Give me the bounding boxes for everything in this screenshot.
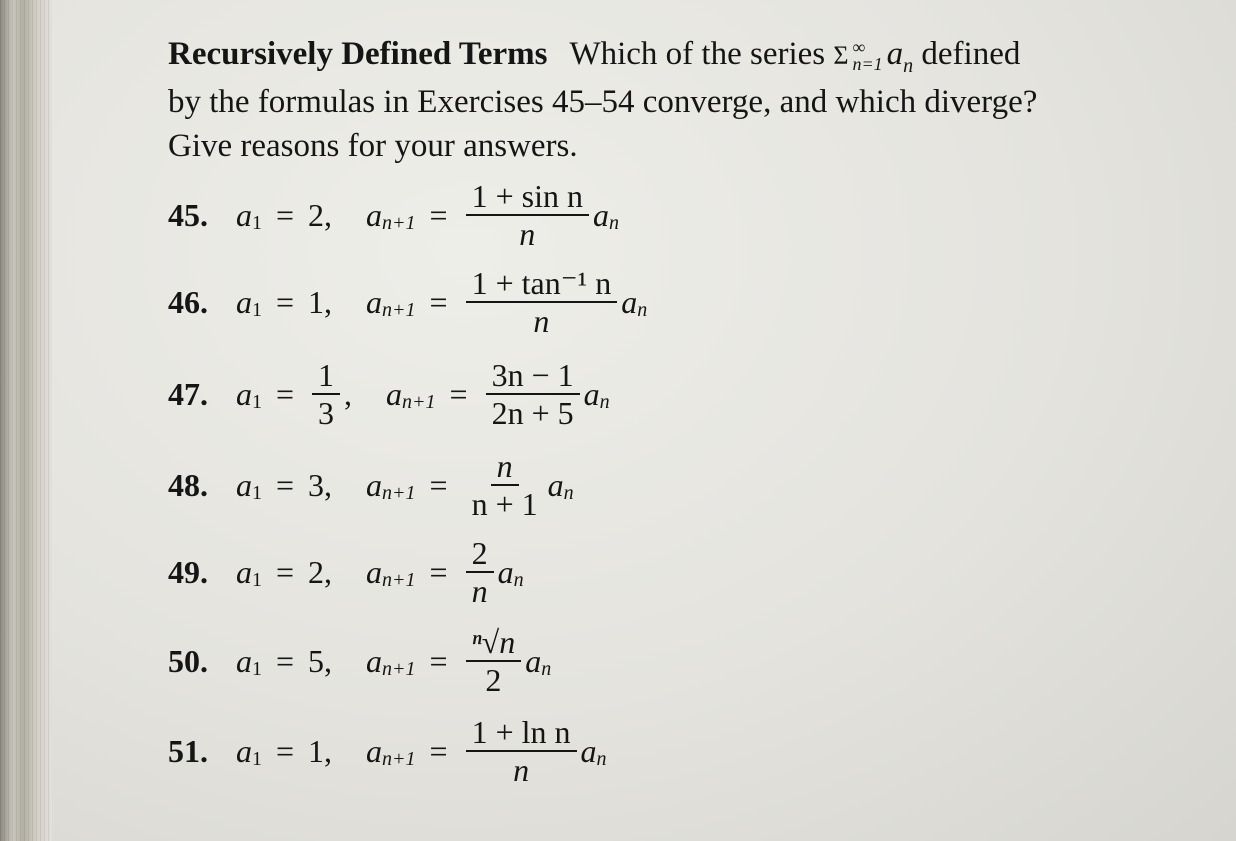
- denominator: 2n + 5: [491, 395, 574, 431]
- a1-value: 5,: [308, 642, 333, 679]
- heading-line-2: by the formulas in Exercises 45–54 converge, and which diverge?: [168, 84, 1038, 120]
- subscript-1: 1: [252, 657, 262, 680]
- book-page-edge: [0, 0, 52, 841]
- term-a: a: [236, 196, 252, 233]
- problem-number: 51.: [168, 732, 208, 769]
- numerator: 3n − 1: [486, 357, 580, 395]
- subscript-n-plus-1: n+1: [382, 481, 416, 504]
- heading-title: Recursively Defined Terms: [168, 36, 548, 72]
- term-a: a: [236, 466, 252, 503]
- subscript-n-plus-1: n+1: [382, 211, 416, 234]
- equals-sign: =: [429, 553, 448, 590]
- subscript-n: n: [563, 481, 574, 504]
- problem-45: [168, 180, 619, 250]
- denominator: n: [513, 752, 530, 788]
- term-a: a: [236, 283, 252, 320]
- fraction: [466, 448, 544, 522]
- subscript-1: 1: [252, 481, 262, 504]
- section-heading: [168, 32, 1208, 168]
- problem-48: [168, 450, 574, 520]
- equals-sign: =: [449, 375, 468, 412]
- subscript-1: 1: [252, 211, 262, 234]
- subscript-1: 1: [252, 568, 262, 591]
- equals-sign: =: [276, 642, 295, 679]
- equals-sign: =: [276, 375, 295, 412]
- term-a: a: [366, 196, 383, 233]
- term-a: a: [525, 642, 542, 679]
- heading-line1-end: defined: [921, 36, 1021, 72]
- term-a: a: [236, 642, 252, 679]
- term-a: a: [236, 375, 252, 412]
- equals-sign: =: [276, 196, 295, 233]
- term-a: a: [583, 375, 600, 412]
- term-a: a: [547, 466, 564, 503]
- sum-lower-limit: n=1: [852, 54, 883, 75]
- equals-sign: =: [429, 196, 448, 233]
- equals-sign: =: [429, 642, 448, 679]
- problem-number: 48.: [168, 466, 208, 503]
- problem-50: [168, 626, 551, 696]
- subscript-n: n: [608, 211, 619, 234]
- problem-51: [168, 716, 607, 786]
- problem-number: 50.: [168, 642, 208, 679]
- equals-sign: =: [276, 553, 295, 590]
- term-a: a: [366, 553, 383, 590]
- term-a: a: [621, 283, 638, 320]
- problem-number: 45.: [168, 196, 208, 233]
- numerator: 1 + ln n: [466, 714, 577, 752]
- sum-upper-limit: ∞: [852, 37, 866, 58]
- fraction: [466, 535, 494, 609]
- fraction: [466, 714, 577, 788]
- problem-46: [168, 267, 647, 337]
- sum-symbol: Σ: [833, 41, 849, 70]
- equals-sign: =: [429, 466, 448, 503]
- fraction: [466, 178, 589, 252]
- a1-value: 2,: [308, 553, 333, 590]
- equals-sign: =: [429, 283, 448, 320]
- problem-47: [168, 359, 610, 429]
- sum-term-subscript: n: [903, 55, 914, 77]
- denominator: n: [533, 303, 550, 339]
- subscript-n-plus-1: n+1: [402, 390, 436, 413]
- term-a: a: [386, 375, 403, 412]
- a1-numerator: 1: [312, 357, 340, 395]
- term-a: a: [592, 196, 609, 233]
- subscript-n: n: [541, 657, 552, 680]
- heading-intro-text: Which of the series: [569, 36, 826, 72]
- term-a: a: [236, 732, 252, 769]
- a1-value: 3,: [308, 466, 333, 503]
- a1-denominator: 3: [318, 395, 335, 431]
- term-a: a: [497, 553, 514, 590]
- subscript-1: 1: [252, 747, 262, 770]
- subscript-n-plus-1: n+1: [382, 657, 416, 680]
- denominator: n: [519, 216, 536, 252]
- subscript-1: 1: [252, 390, 262, 413]
- equals-sign: =: [276, 466, 295, 503]
- subscript-n-plus-1: n+1: [382, 298, 416, 321]
- subscript-n: n: [596, 747, 607, 770]
- term-a: a: [580, 732, 597, 769]
- equals-sign: =: [429, 732, 448, 769]
- numerator: ⁿ√n: [466, 624, 522, 662]
- subscript-n: n: [513, 568, 524, 591]
- problem-49: [168, 537, 524, 607]
- subscript-n: n: [599, 390, 610, 413]
- subscript-n-plus-1: n+1: [382, 747, 416, 770]
- sum-limits: [853, 39, 883, 73]
- heading-line-3: Give reasons for your answers.: [168, 128, 578, 164]
- term-a: a: [366, 466, 383, 503]
- term-a: a: [236, 553, 252, 590]
- a1-value: 1,: [308, 732, 333, 769]
- heading-line-1: [168, 32, 1208, 80]
- denominator: n + 1: [471, 486, 538, 522]
- subscript-n: n: [637, 298, 648, 321]
- numerator: 1 + sin n: [466, 178, 589, 216]
- a1-value: 2,: [308, 196, 333, 233]
- equals-sign: =: [276, 283, 295, 320]
- equals-sign: =: [276, 732, 295, 769]
- denominator: n: [471, 573, 488, 609]
- subscript-1: 1: [252, 298, 262, 321]
- numerator: 1 + tan⁻¹ n: [466, 265, 618, 303]
- subscript-n-plus-1: n+1: [382, 568, 416, 591]
- a1-value: 1,: [308, 283, 333, 320]
- numerator: n: [491, 448, 519, 486]
- fraction: [466, 265, 618, 339]
- sum-term: a: [886, 36, 904, 72]
- problem-number: 46.: [168, 283, 208, 320]
- denominator: 2: [485, 662, 502, 698]
- term-a: a: [366, 732, 383, 769]
- term-a: a: [366, 642, 383, 679]
- problem-number: 49.: [168, 553, 208, 590]
- a1-comma: ,: [344, 375, 353, 412]
- numerator: 2: [466, 535, 494, 573]
- fraction: [466, 624, 522, 698]
- term-a: a: [366, 283, 383, 320]
- problem-number: 47.: [168, 375, 208, 412]
- fraction: [486, 357, 580, 431]
- a1-fraction: [312, 357, 340, 431]
